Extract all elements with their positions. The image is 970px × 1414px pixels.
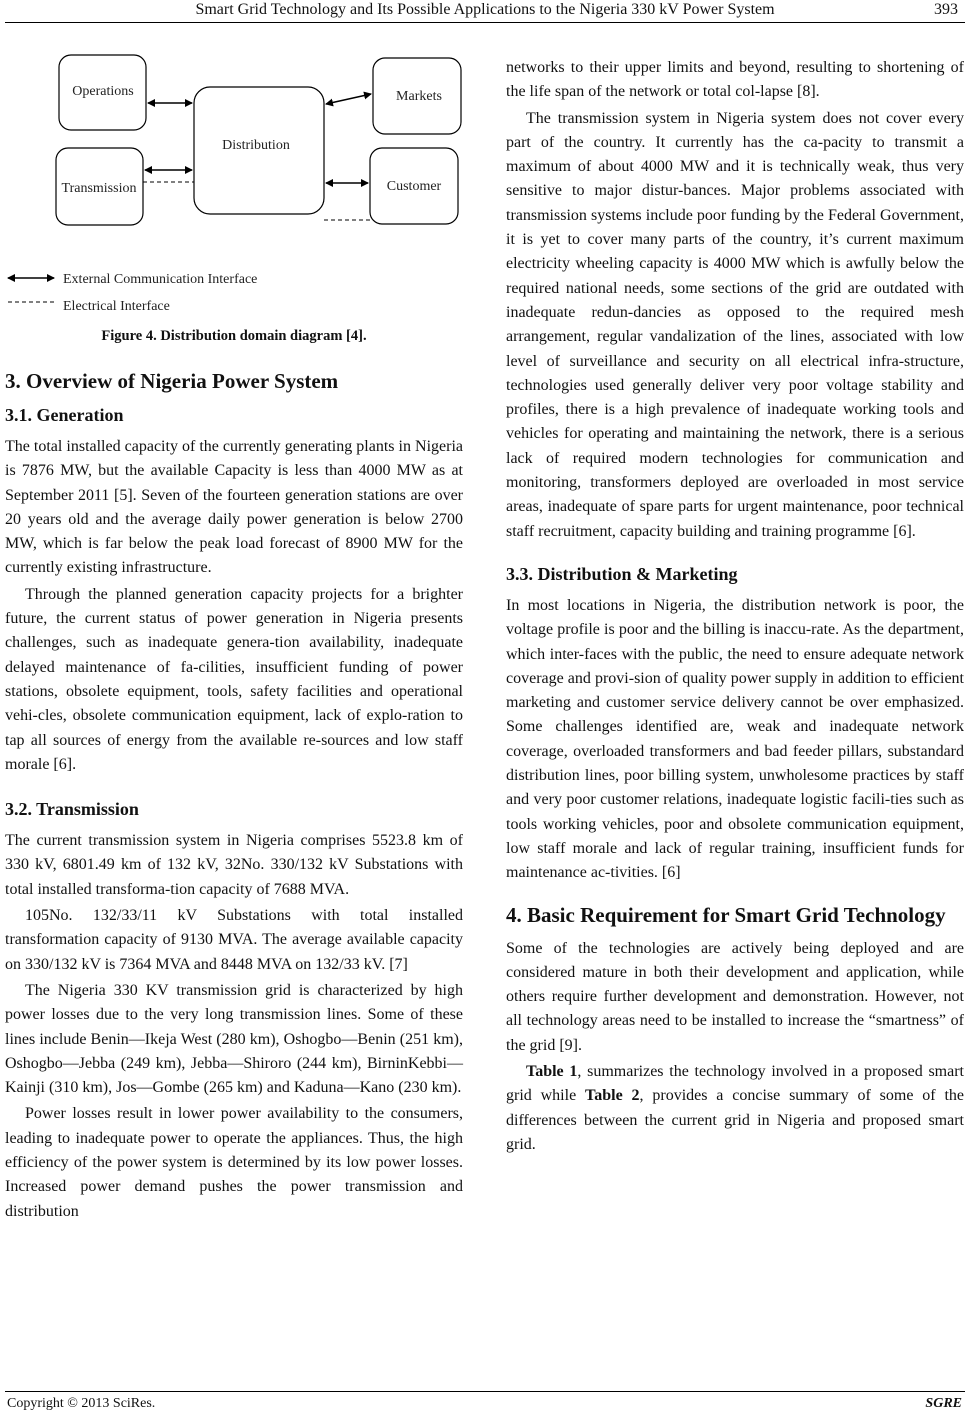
transmission-paragraph-5: The transmission system in Nigeria system does not cover every part of the country. It currently has the ca-pacity to transmit a maximum of about 4000 MW and it is technically weak, thus very sensitive to major distur-bances. Major problems associated with transmission systems include poor funding by the Federal Government, it is yet to cover many parts of the country, it’s current maximum electricity wheeling capacity is 4000 MW which is awfully below the required national needs, some sections of the grid are outdated with inadequate redun-dancies as opposed to the required mesh arrangement, regular vandalization of the lines, associated with low level of surveillance and security on all electrical infra-structure, technologies used generally deliver very poor voltage stability and profiles, there is a high prevalence of inadequate working tools and vehicles for operating and maintaining the network, there is a serious lack of required modern technologies for communication and monitoring, transformers deployed are overloaded in most service areas, inadequate of spare parts for urgent maintenance, poor technical staff recruitment, capacity building and training programme [6]. [506,109,964,540]
distribution-markets-arrow [326,94,371,104]
header-rule [5,22,965,23]
figure-caption: Figure 4. Distribution domain diagram [4]. [101,328,367,344]
generation-paragraph-2: Through the planned generation capacity projects for a brighter future, the current status of power generation in Nigeria presents challenges, such as inadequate genera-tion availability, inadequate delayed maintenance of fa-cilities, insufficient funding of power stations, obsolete equipment, tools, safety facilities and operational vehi-cles, obsolete communication equipment, lack of explo-ration to tap all sources of energy from the available re-sources and low staff morale [6]. [5,585,463,773]
transmission-paragraph-4: Power losses result in lower power availability to the consumers, leading to inadequate power to operate the appliances. Thus, the high efficiency of the power system is determined by its low power losses. Increased power demand pushes the power transmission and distribution [5,1105,463,1220]
legend-electrical-label: Electrical Interface [63,299,170,314]
distribution-label: Distribution [222,138,290,153]
section-3-title: 3. Overview of Nigeria Power System [5,369,339,393]
footer-journal: SGRE [925,1396,962,1411]
table-1-reference[interactable]: Table 1 [526,1062,578,1080]
table-2-reference[interactable]: Table 2 [585,1087,640,1105]
transmission-paragraph-3: The Nigeria 330 KV transmission grid is characterized by high power losses due to the very long transmission lines. Some of these lines include Benin—Ikeja West (280 km), Oshogbo—Benin (251 km), Oshogbo—Jebba (249 km), Jebba—Shiroro (244 km), BirninKebbi—Kainji (310 km), Jos—Gombe (265 km) and Kaduna—Kano (230 km). [5,981,463,1097]
requirements-paragraph-2-part-b: , provides a concise summary of some of the differences between the current grid in Nigeria and proposed smart grid. [506,1087,964,1153]
requirements-paragraph-1: Some of the technologies are actively being deployed and are considered mature in both their development and application, while others require further development and demonstration. However, not all technology areas need to be installed to increase the “smartness” of the grid [9]. [506,939,964,1054]
requirements-paragraph-2-part-a: , summarizes the technology involved in a proposed smart grid while [506,1062,964,1105]
section-4-title: 4. Basic Requirement for Smart Grid Technology [506,902,946,927]
section-3-2-title: 3.2. Transmission [5,799,139,820]
distribution-domain-diagram [0,40,470,320]
transmission-paragraph-2: 105No. 132/33/11 kV Substations with total installed transformation capacity of 9130 MVA. The average available capacity on 330/132 kV is 7364 MVA and 8448 MVA on 132/33 kV. [7] [5,907,463,973]
transmission-label: Transmission [61,181,137,196]
page-number: 393 [934,1,958,18]
footer-copyright: Copyright © 2013 SciRes. [7,1396,156,1411]
footer-rule [5,1391,965,1392]
distribution-paragraph-1: In most locations in Nigeria, the distribution network is poor, the voltage profile is poor and the billing is inaccu-rate. As the department, which inter-faces with the public, the need to ensure adequate network coverage and provi-sion of quality power supply in addition to efficient marketing and customer service delivery cannot be over emphasized. Some challenges identified are, weak and inadequate network coverage, overloaded transformers and bad feeder pillars, substandard distribution lines, poor billing system, unwholesome practices by staff and very poor customer relations, inadequate logistic facili-ties such as tools working vehicles, poor and obsolete communication equipment, low staff morale and lack of regular training, insufficient funds for maintenance ac-tivities. [6] [506,596,964,882]
generation-paragraph-1: The total installed capacity of the currently generating plants in Nigeria is 7876 MW, but the available Capacity is less than 4000 MW as at September 2011 [5]. Seven of the fourteen generation stations are over 20 years old and the average daily power generation is below 2700 MW, which is far below the peak load forecast of 8900 MW for the currently existing infrastructure. [5,438,463,577]
requirements-paragraph-2 [506,1060,964,1157]
running-header-title: Smart Grid Technology and Its Possible Applications to the Nigeria 330 kV Power System [195,1,775,18]
markets-label: Markets [396,89,442,104]
legend-external-label: External Communication Interface [63,272,258,287]
transmission-paragraph-4-continued: networks to their upper limits and beyond, resulting to shortening of the life span of the network or total col-lapse [8]. [506,59,964,101]
section-3-3-title: 3.3. Distribution & Marketing [506,563,738,584]
operations-label: Operations [72,84,134,99]
transmission-paragraph-1: The current transmission system in Nigeria comprises 5523.8 km of 330 kV, 6801.49 km of 132 kV, 32No. 330/132 kV Substations with total installed transforma-tion capacity of 7688 MVA. [5,832,463,898]
customer-label: Customer [386,179,442,194]
section-3-1-title: 3.1. Generation [5,405,124,425]
